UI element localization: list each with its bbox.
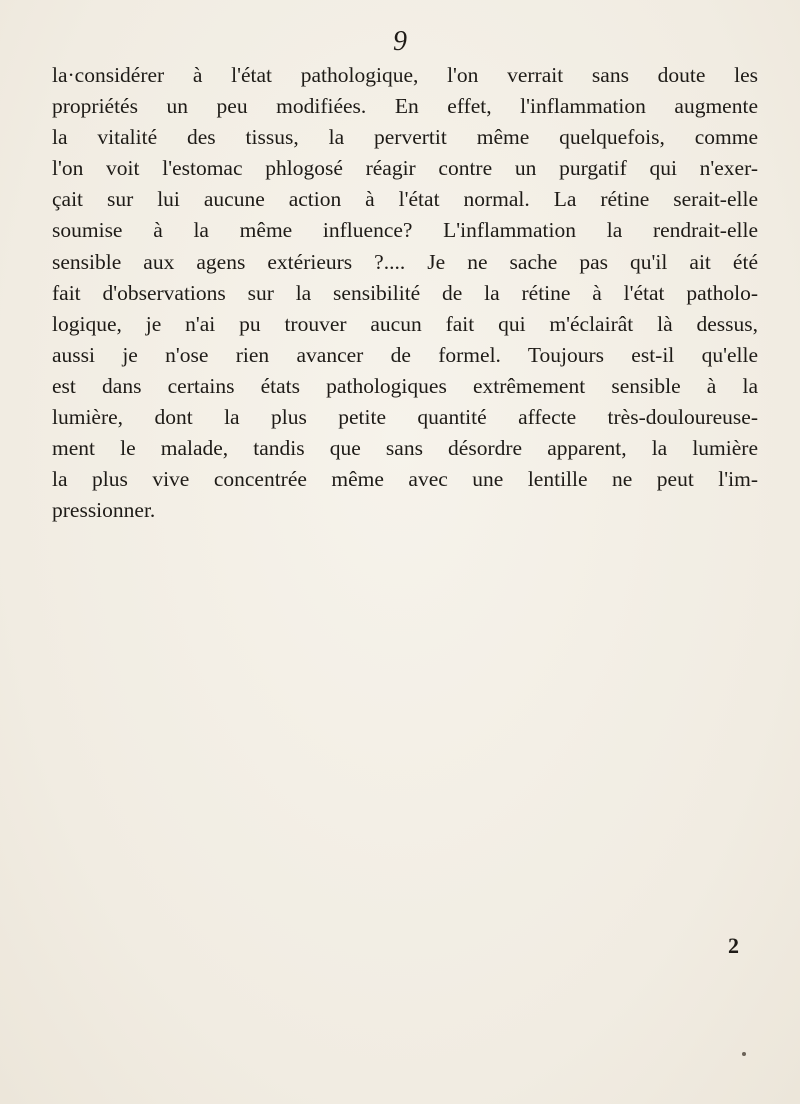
text-line: sensible aux agens extérieurs ?.... Je ne sache pas qu'il ait été <box>52 249 758 274</box>
text-line: est dans certains états pathologiques extrêmement sensible à la <box>52 373 758 398</box>
text-line: fait d'observations sur la sensibilité de la rétine à l'état patholo- <box>52 280 758 305</box>
signature-mark: 2 <box>728 933 739 958</box>
body-text <box>52 60 758 526</box>
text-line: ment le malade, tandis que sans désordre apparent, la lumière <box>52 436 758 461</box>
text-line: propriétés un peu modifiées. En effet, l'inflammation augmente <box>52 94 758 119</box>
ink-speck <box>742 1052 746 1056</box>
text-line: aussi je n'ose rien avancer de formel. Toujours est-il qu'elle <box>52 342 758 367</box>
text-line: la·considérer à l'état pathologique, l'on verrait sans doute les <box>52 63 758 87</box>
page-number: 9 <box>393 26 407 57</box>
text-line: la vitalité des tissus, la pervertit même quelquefois, comme <box>52 125 758 150</box>
text-line: soumise à la même influence? L'inflammation la rendrait-elle <box>52 218 758 243</box>
text-line: lumière, dont la plus petite quantité affecte très-douloureuse- <box>52 405 758 430</box>
text-line-final: pressionner. <box>52 498 156 523</box>
text-line: logique, je n'ai pu trouver aucun fait qui m'éclairât là dessus, <box>52 311 758 336</box>
text-line: la plus vive concentrée même avec une lentille ne peut l'im- <box>52 467 758 492</box>
text-line: çait sur lui aucune action à l'état normal. La rétine serait-elle <box>52 187 758 212</box>
text-line: l'on voit l'estomac phlogosé réagir contre un purgatif qui n'exer- <box>52 156 758 181</box>
